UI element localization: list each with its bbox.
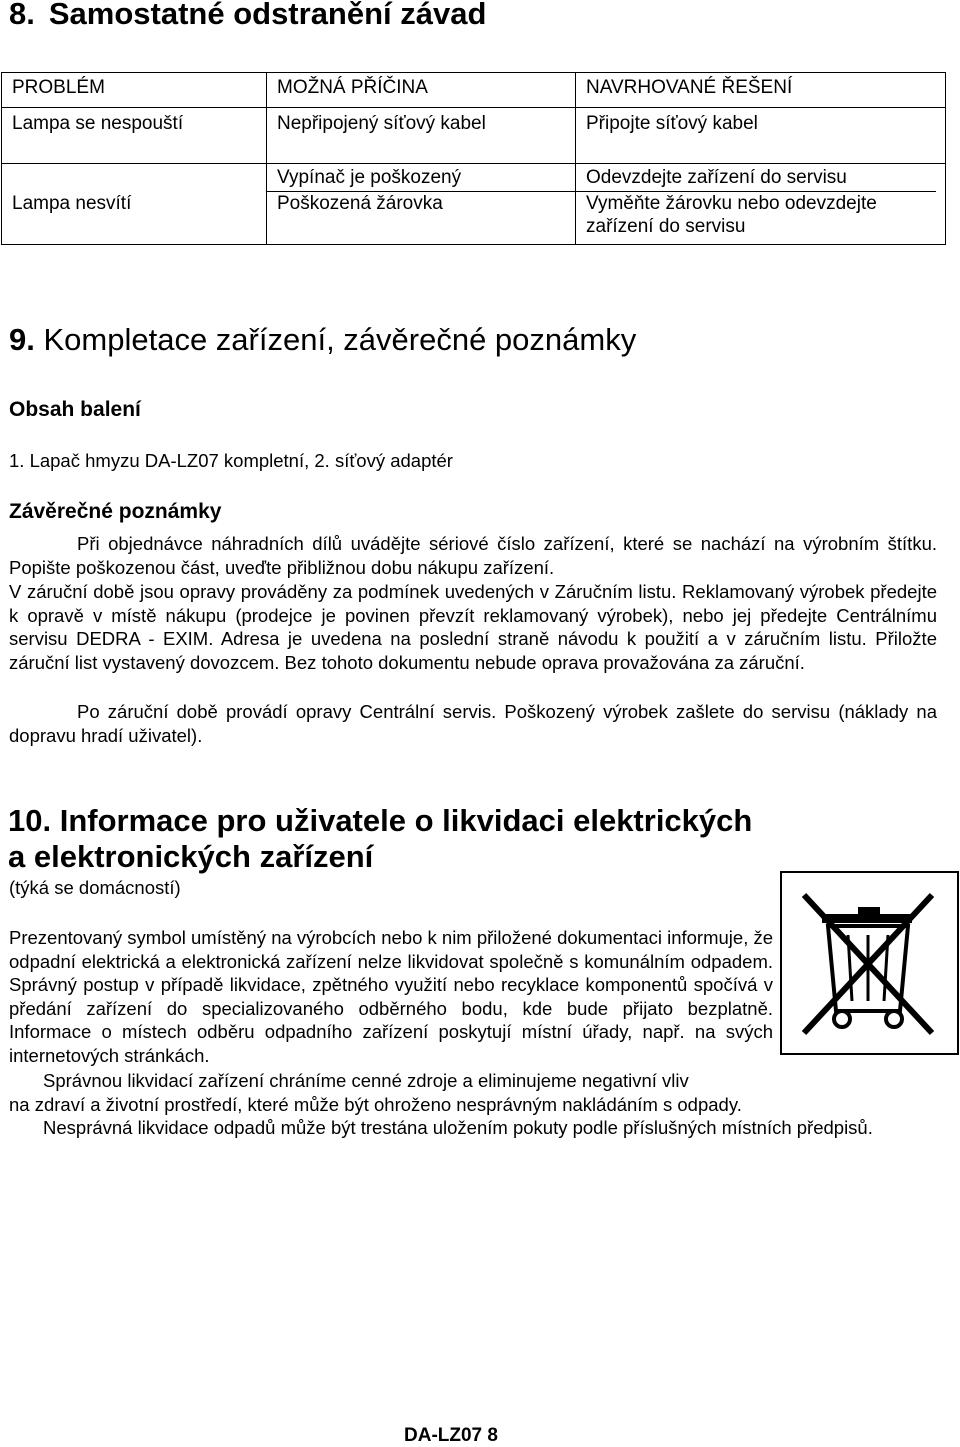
cell-problem (2, 164, 267, 245)
section-title: Samostatné odstranění závad (48, 0, 487, 31)
cause-a: Vypínač je poškozený (277, 167, 462, 188)
weee-paragraph-2-line-2: na zdraví a životní prostředí, které může být ohroženo nesprávným nakládáním s odpady. (9, 1093, 742, 1115)
cell-problem: Lampa se nespouští (2, 108, 267, 164)
section-number: 9. (9, 322, 35, 357)
weee-paragraph-1: Prezentovaný symbol umístěný na výrobcích nebo k nim přiložené dokumentaci informuje, že odpadní elektrická a elektronická zařízení nelze likvidovat společně s komunálním odpadem. Správný postup v případě likvidace, zpětného využití nebo recyklace komponentů spočívá v předání zařízení do specializovaného odběrného bodu, kde bude přijato bezplatně. Informace o místech odběru odpadního zařízení poskytují místní úřady, např. na svých internetových stránkách. (9, 927, 774, 1066)
cause-b: Poškozená žárovka (267, 191, 575, 244)
header-cause: MOŽNÁ PŘÍČINA (267, 73, 576, 108)
weee-paragraph-2-line-1: Správnou likvidací zařízení chráníme cenné zdroje a eliminujeme negativní vliv (43, 1070, 689, 1091)
notes-paragraph-3: Po záruční době provádí opravy Centrální servis. Poškozený výrobek zašlete do servisu (náklady na dopravu hradí uživatel). (9, 701, 937, 746)
header-solution: NAVRHOVANÉ ŘEŠENÍ (576, 73, 946, 108)
package-contents: 1. Lapač hmyzu DA-LZ07 kompletní, 2. síťový adaptér (9, 450, 453, 471)
section-title: Kompletace zařízení, závěrečné poznámky (43, 322, 637, 357)
section-number: 8. (9, 0, 35, 31)
section-9-heading (9, 322, 636, 358)
cell-cause (267, 164, 576, 245)
section-8-heading (9, 0, 486, 32)
weee-paragraph-2 (9, 1069, 937, 1116)
cell-solution: Připojte síťový kabel (576, 108, 946, 164)
weee-paragraph-3: Nesprávná likvidace odpadů může být trestána uložením pokuty podle příslušných místních předpisů. (43, 1117, 873, 1138)
section-title-line-2: a elektronických zařízení (8, 839, 374, 874)
table-row (2, 164, 946, 245)
cell-problem-text: Lampa nesvítí (12, 193, 132, 214)
table-row (2, 108, 946, 164)
section-subtitle: (týká se domácností) (9, 877, 181, 898)
notes-paragraph-1: Při objednávce náhradních dílů uvádějte sériové číslo zařízení, které se nachází na výrobním štítku. Popište poškozenou část, uveďte přibližnou dobu nákupu zařízení. (9, 533, 937, 578)
package-heading: Obsah balení (9, 398, 141, 421)
section-10-heading (8, 803, 752, 875)
cell-solution (576, 164, 946, 245)
solution-b: Vyměňte žárovku nebo odevzdejte zařízení do servisu (576, 191, 936, 244)
section-title-line-1: 10. Informace pro uživatele o likvidaci elektrických (8, 803, 753, 838)
page-footer: DA-LZ07 8 (404, 1425, 498, 1446)
crossed-out-wheelie-bin-icon (780, 871, 959, 1055)
notes-heading: Závěrečné poznámky (9, 500, 222, 523)
table-header-row (2, 73, 946, 108)
notes-paragraph-2: V záruční době jsou opravy prováděny za podmínek uvedených v Záručním listu. Reklamovaný výrobek předejte k opravě v místě nákupu (prodejce je povinen převzít reklamovaný výrobek), nebo jej předejte Centrálnímu servisu DEDRA - EXIM. Adresa je uvedena na poslední straně návodu k použití a v záručním listu. Přiložte záruční list vystavený dovozcem. Bez tohoto dokumentu nebude oprava provažována za záruční. (9, 581, 937, 673)
solution-a: Odevzdejte zařízení do servisu (586, 167, 847, 188)
header-problem: PROBLÉM (2, 73, 267, 108)
cell-cause: Nepřipojený síťový kabel (267, 108, 576, 164)
troubleshooting-table (1, 72, 946, 245)
